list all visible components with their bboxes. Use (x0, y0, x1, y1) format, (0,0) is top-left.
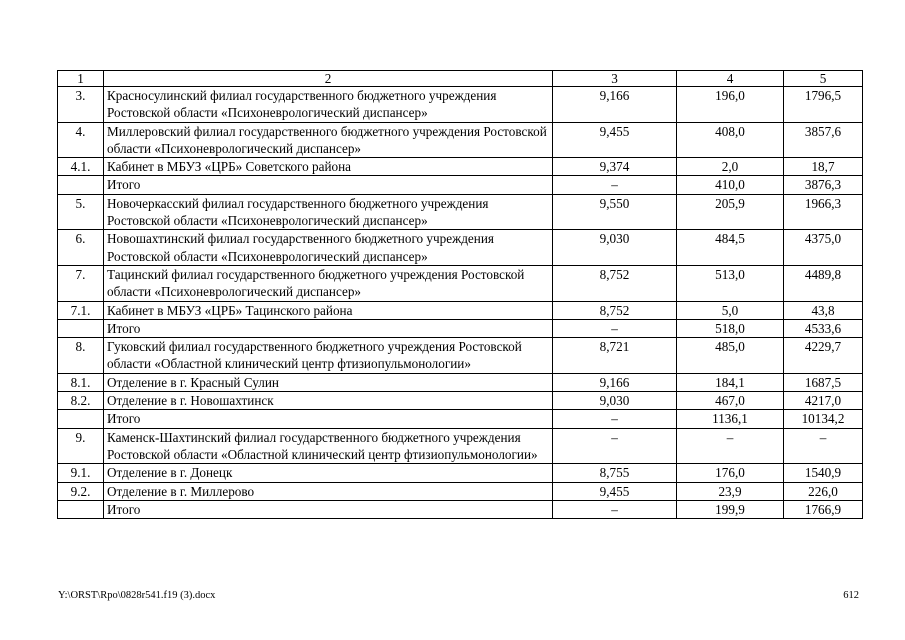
table-row (58, 319, 863, 337)
amount-cell: 1796,5 (784, 87, 863, 123)
coefficient-cell: 9,166 (553, 87, 677, 123)
name-cell: Каменск-Шахтинский филиал государственного бюджетного учреждения Ростовской области «Областной клинический центр фтизиопульмонологии» (104, 428, 553, 464)
volume-cell: – (677, 428, 784, 464)
amount-cell: 4375,0 (784, 230, 863, 266)
amount-cell: 1540,9 (784, 464, 863, 482)
volume-cell: 1136,1 (677, 410, 784, 428)
table-row (58, 338, 863, 374)
coefficient-cell: – (553, 500, 677, 518)
name-cell: Отделение в г. Новошахтинск (104, 392, 553, 410)
name-cell: Отделение в г. Миллерово (104, 482, 553, 500)
footer-file-path: Y:\ORST\Rpo\0828r541.f19 (3).docx (58, 590, 216, 601)
table-row (58, 87, 863, 123)
table-row (58, 464, 863, 482)
name-cell: Отделение в г. Красный Сулин (104, 373, 553, 391)
name-cell: Итого (104, 410, 553, 428)
table-row (58, 158, 863, 176)
row-number-cell: 4.1. (58, 158, 104, 176)
table-row (58, 373, 863, 391)
amount-cell: 1966,3 (784, 194, 863, 230)
volume-cell: 467,0 (677, 392, 784, 410)
name-cell: Новошахтинский филиал государственного бюджетного учреждения Ростовской области «Психоневрологический диспансер» (104, 230, 553, 266)
row-number-cell: 6. (58, 230, 104, 266)
volume-cell: 2,0 (677, 158, 784, 176)
column-header: 1 (58, 71, 104, 87)
amount-cell: 18,7 (784, 158, 863, 176)
row-number-cell: 7.1. (58, 301, 104, 319)
amount-cell: 43,8 (784, 301, 863, 319)
volume-cell: 23,9 (677, 482, 784, 500)
coefficient-cell: 9,030 (553, 392, 677, 410)
volume-cell: 484,5 (677, 230, 784, 266)
volume-cell: 176,0 (677, 464, 784, 482)
row-number-cell (58, 500, 104, 518)
coefficient-cell: 9,550 (553, 194, 677, 230)
volume-cell: 199,9 (677, 500, 784, 518)
volume-cell: 513,0 (677, 265, 784, 301)
coefficient-cell: 8,752 (553, 301, 677, 319)
table-row (58, 301, 863, 319)
amount-cell: 3857,6 (784, 122, 863, 158)
amount-cell: 4533,6 (784, 319, 863, 337)
coefficient-cell: – (553, 319, 677, 337)
name-cell: Итого (104, 319, 553, 337)
name-cell: Новочеркасский филиал государственного бюджетного учреждения Ростовской области «Психоневрологический диспансер» (104, 194, 553, 230)
column-header: 5 (784, 71, 863, 87)
column-header: 2 (104, 71, 553, 87)
name-cell: Итого (104, 176, 553, 194)
amount-cell: 3876,3 (784, 176, 863, 194)
coefficient-cell: 8,721 (553, 338, 677, 374)
row-number-cell: 9.2. (58, 482, 104, 500)
amount-cell: – (784, 428, 863, 464)
row-number-cell (58, 410, 104, 428)
amount-cell: 4229,7 (784, 338, 863, 374)
row-number-cell: 8. (58, 338, 104, 374)
volume-cell: 205,9 (677, 194, 784, 230)
amount-cell: 4489,8 (784, 265, 863, 301)
name-cell: Миллеровский филиал государственного бюджетного учреждения Ростовской области «Психоневрологический диспансер» (104, 122, 553, 158)
column-header: 3 (553, 71, 677, 87)
volume-cell: 410,0 (677, 176, 784, 194)
amount-cell: 1687,5 (784, 373, 863, 391)
name-cell: Красносулинский филиал государственного бюджетного учреждения Ростовской области «Психоневрологический диспансер» (104, 87, 553, 123)
row-number-cell: 7. (58, 265, 104, 301)
table-row (58, 176, 863, 194)
column-header: 4 (677, 71, 784, 87)
row-number-cell: 9.1. (58, 464, 104, 482)
name-cell: Кабинет в МБУЗ «ЦРБ» Тацинского района (104, 301, 553, 319)
row-number-cell: 4. (58, 122, 104, 158)
coefficient-cell: – (553, 428, 677, 464)
table-row (58, 428, 863, 464)
coefficient-cell: 9,374 (553, 158, 677, 176)
volume-cell: 518,0 (677, 319, 784, 337)
row-number-cell: 3. (58, 87, 104, 123)
volume-cell: 196,0 (677, 87, 784, 123)
name-cell: Кабинет в МБУЗ «ЦРБ» Советского района (104, 158, 553, 176)
page-number: 612 (843, 590, 859, 601)
data-table (57, 70, 863, 519)
table-row (58, 500, 863, 518)
row-number-cell (58, 319, 104, 337)
table-row (58, 392, 863, 410)
table-row (58, 482, 863, 500)
name-cell: Отделение в г. Донецк (104, 464, 553, 482)
coefficient-cell: 8,755 (553, 464, 677, 482)
table-row (58, 194, 863, 230)
amount-cell: 10134,2 (784, 410, 863, 428)
volume-cell: 184,1 (677, 373, 784, 391)
table-row (58, 122, 863, 158)
name-cell: Итого (104, 500, 553, 518)
coefficient-cell: – (553, 176, 677, 194)
volume-cell: 485,0 (677, 338, 784, 374)
amount-cell: 1766,9 (784, 500, 863, 518)
amount-cell: 226,0 (784, 482, 863, 500)
coefficient-cell: 9,166 (553, 373, 677, 391)
row-number-cell: 8.1. (58, 373, 104, 391)
coefficient-cell: 8,752 (553, 265, 677, 301)
header-row (58, 71, 863, 87)
row-number-cell: 9. (58, 428, 104, 464)
name-cell: Тацинский филиал государственного бюджетного учреждения Ростовской области «Психоневрологический диспансер» (104, 265, 553, 301)
table-row (58, 410, 863, 428)
table-row (58, 265, 863, 301)
coefficient-cell: 9,455 (553, 482, 677, 500)
volume-cell: 5,0 (677, 301, 784, 319)
row-number-cell (58, 176, 104, 194)
volume-cell: 408,0 (677, 122, 784, 158)
row-number-cell: 5. (58, 194, 104, 230)
table-row (58, 230, 863, 266)
coefficient-cell: – (553, 410, 677, 428)
coefficient-cell: 9,455 (553, 122, 677, 158)
amount-cell: 4217,0 (784, 392, 863, 410)
name-cell: Гуковский филиал государственного бюджетного учреждения Ростовской области «Областной клинический центр фтизиопульмонологии» (104, 338, 553, 374)
row-number-cell: 8.2. (58, 392, 104, 410)
coefficient-cell: 9,030 (553, 230, 677, 266)
